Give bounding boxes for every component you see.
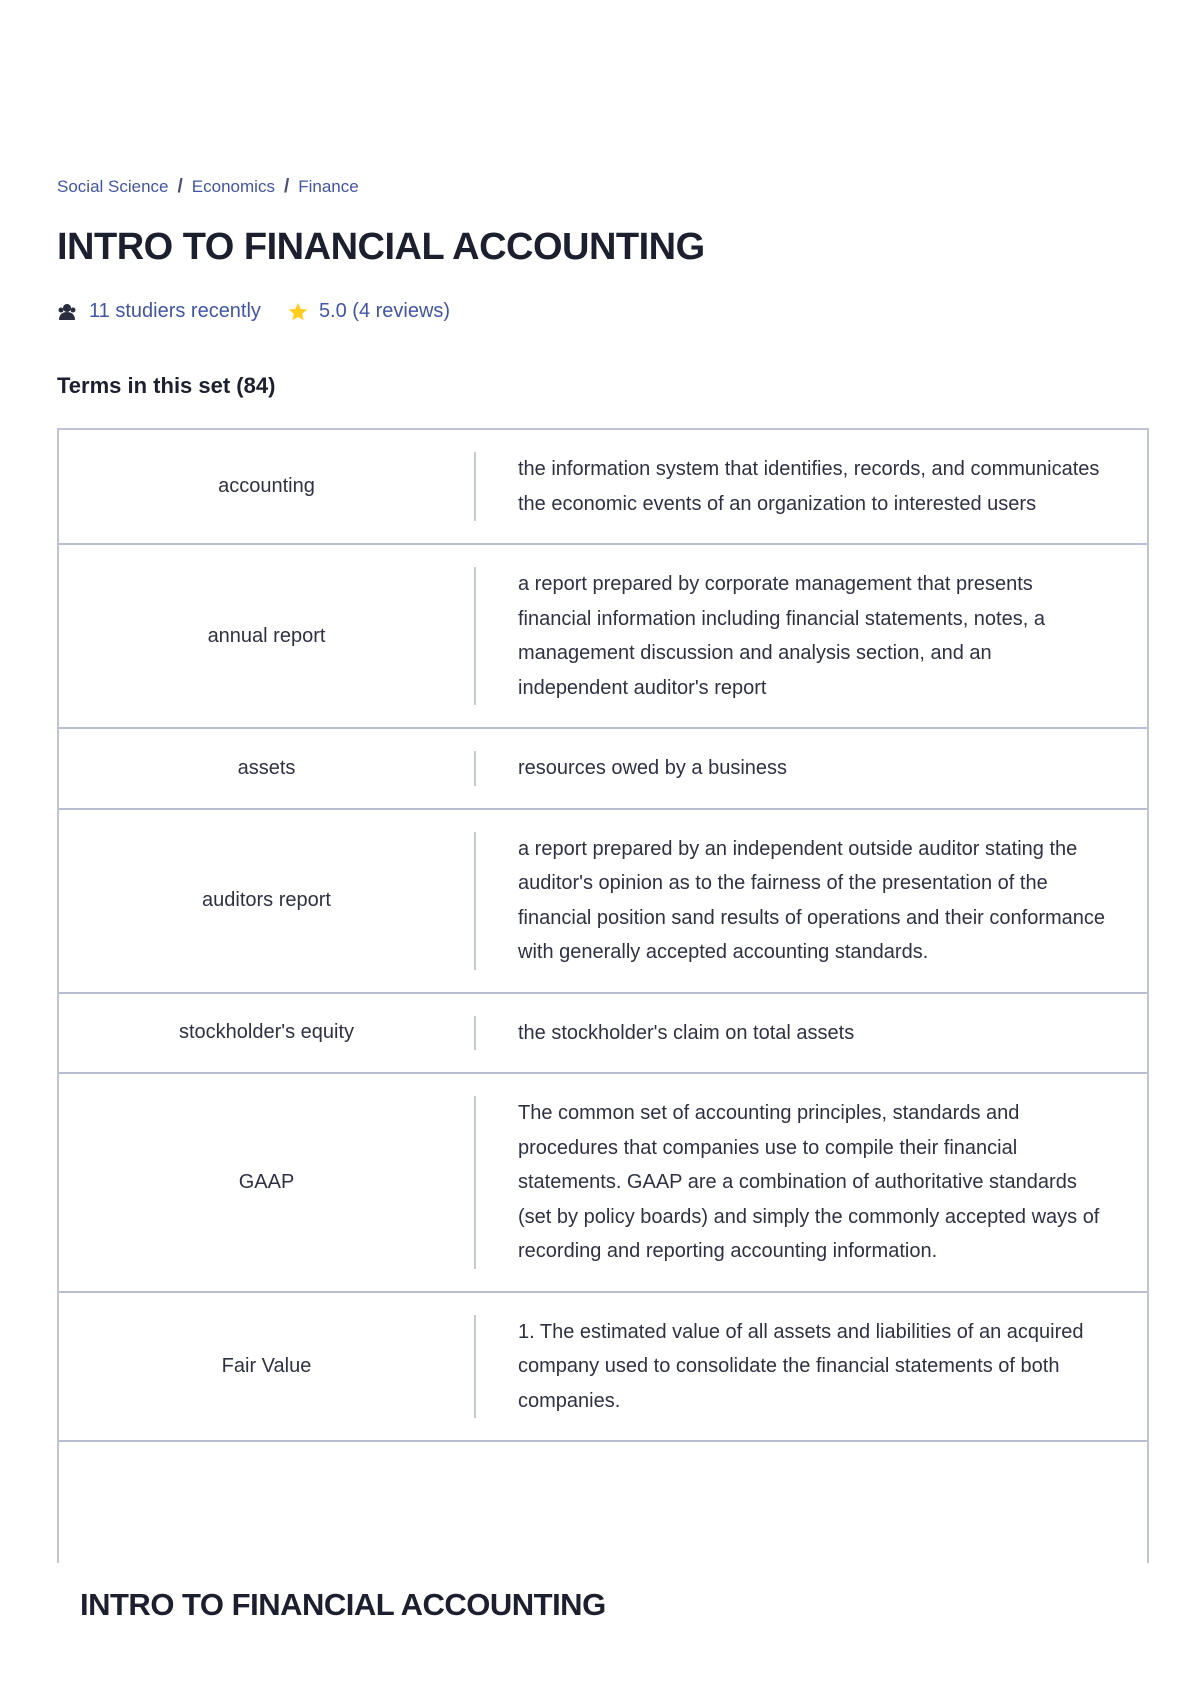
breadcrumb-separator: / <box>177 176 183 197</box>
breadcrumb-separator: / <box>283 176 290 197</box>
star-icon <box>287 301 309 323</box>
page-title: INTRO TO FINANCIAL ACCOUNTING <box>57 226 705 268</box>
term-row <box>59 545 1147 729</box>
term-definition: a report prepared by an independent outside auditor stating the auditor's opinion as to the fairness of the presentation of the financial position sand results of operations and their conformance with generally accepted accounting standards. <box>518 837 1106 963</box>
term-definition: resources owed by a business <box>518 757 788 779</box>
term-definition: a report prepared by corporate management that presents financial information including financial statements, notes, a management discussion and analysis section, and an independent auditor's report <box>518 573 1045 699</box>
term-row <box>59 729 1147 810</box>
studiers-count: 11 studiers recently <box>89 300 261 322</box>
term-row <box>59 1293 1147 1443</box>
set-meta <box>57 300 450 323</box>
term-word: auditors report <box>202 889 331 911</box>
term-word: stockholder's equity <box>178 1021 355 1044</box>
breadcrumb-link-economics[interactable]: Economics <box>191 177 275 196</box>
term-word: annual report <box>207 624 326 647</box>
breadcrumb-link-social-science[interactable]: Social Science <box>57 177 169 196</box>
terms-table <box>57 428 1149 1563</box>
rating-value: 5.0 (4 reviews) <box>318 300 451 322</box>
term-word: Fair Value <box>221 1354 312 1377</box>
breadcrumb <box>57 176 359 198</box>
term-row <box>59 994 1147 1075</box>
term-definition: the stockholder's claim on total assets <box>518 1021 855 1044</box>
term-row <box>59 430 1147 545</box>
term-row <box>59 810 1147 994</box>
term-word: assets <box>237 756 296 779</box>
studiers-link[interactable] <box>57 300 261 323</box>
people-icon <box>57 303 77 321</box>
breadcrumb-link-finance[interactable]: Finance <box>298 177 359 196</box>
term-definition: the information system that identifies, records, and communicates the economic events of an organization to interested users <box>518 458 1100 515</box>
term-definition: The common set of accounting principles, standards and procedures that companies use to compile their financial statements. GAAP are a combination of authoritative standards (set by policy boards) and simply the commonly accepted ways of recording and reporting accounting information. <box>518 1102 1100 1262</box>
term-word: accounting <box>218 475 315 497</box>
term-row <box>59 1074 1147 1293</box>
rating-link[interactable] <box>287 300 450 323</box>
terms-heading: Terms in this set (84) <box>57 373 276 398</box>
footer-title: INTRO TO FINANCIAL ACCOUNTING <box>80 1587 606 1622</box>
term-word: GAAP <box>238 1170 295 1193</box>
term-definition: 1. The estimated value of all assets and liabilities of an acquired company used to consolidate the financial statements of both companies. <box>518 1320 1084 1412</box>
